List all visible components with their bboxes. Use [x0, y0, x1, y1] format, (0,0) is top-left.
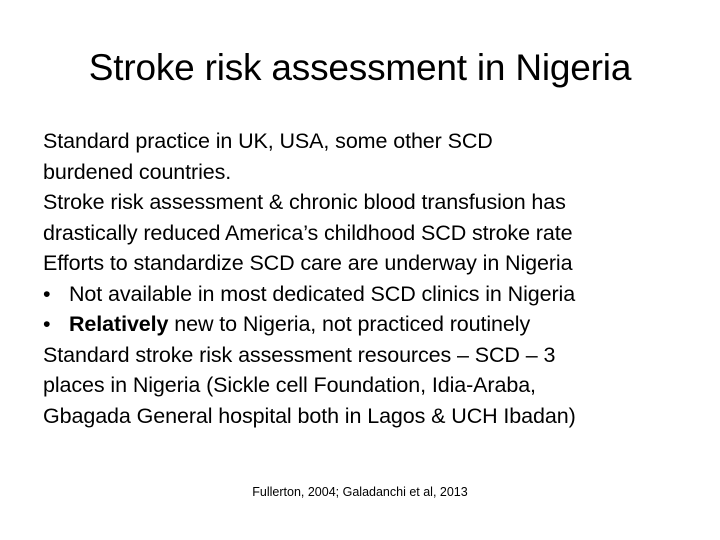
bullet-bold-text: Relatively	[69, 312, 169, 336]
body-line: Gbagada General hospital both in Lagos & UCH Ibadan)	[43, 403, 576, 428]
bullet-text: Not available in most dedicated SCD clinics in Nigeria	[69, 281, 576, 306]
bullet-icon: •	[43, 312, 51, 336]
body-line: places in Nigeria (Sickle cell Foundation, Idia-Araba,	[43, 373, 536, 397]
bullet-item	[43, 309, 703, 340]
bullet-item	[43, 279, 703, 310]
body-line: burdened countries.	[43, 159, 232, 184]
citation: Fullerton, 2004; Galadanchi et al, 2013	[252, 485, 468, 499]
body-line: Standard stroke risk assessment resources – SCD – 3	[43, 342, 556, 367]
slide-title: Stroke risk assessment in Nigeria	[88, 47, 632, 88]
bullet-icon: •	[43, 281, 51, 306]
body-line: Standard practice in UK, USA, some other SCD	[43, 129, 493, 153]
bullet-text: new to Nigeria, not practiced routinely	[168, 312, 531, 336]
body-line: Efforts to standardize SCD care are underway in Nigeria	[43, 251, 573, 275]
body-line: Stroke risk assessment & chronic blood transfusion has	[43, 190, 566, 214]
body-line: drastically reduced America’s childhood SCD stroke rate	[43, 220, 573, 245]
slide-body	[43, 126, 703, 431]
